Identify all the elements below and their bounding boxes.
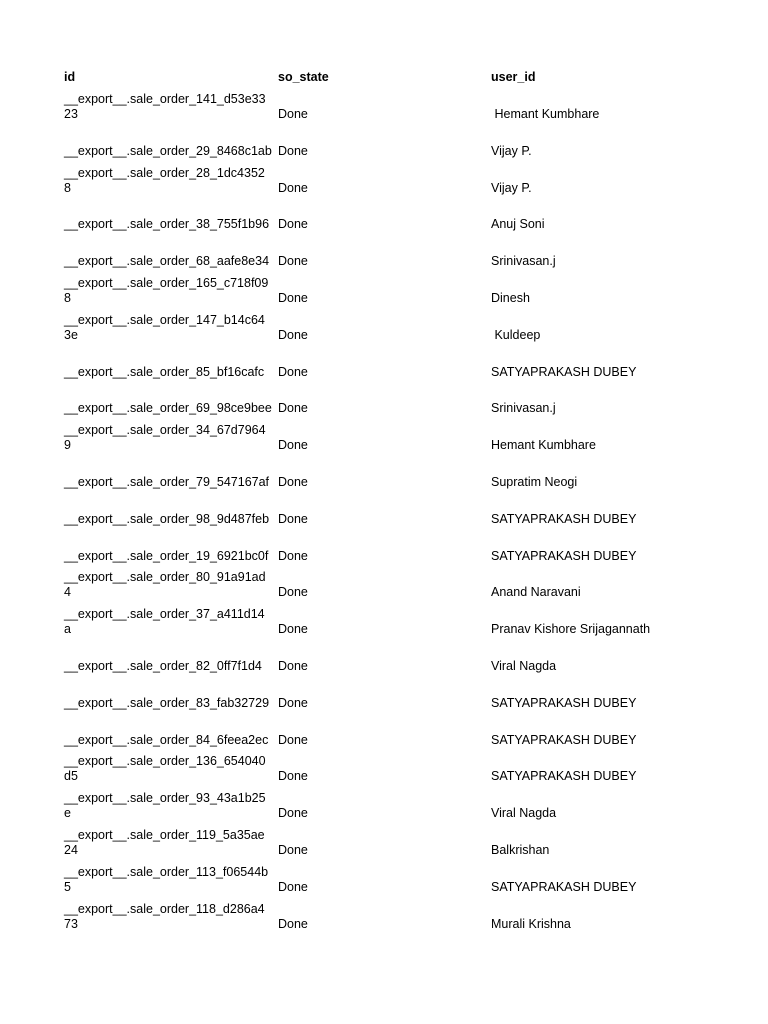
cell-id: __export__.sale_order_93_43a1b25 e [64,791,266,821]
cell-so-state: Done [278,843,308,857]
cell-so-state: Done [278,732,308,747]
cell-so-state: Done [278,291,308,305]
cell-user-id: SATYAPRAKASH DUBEY [491,695,637,710]
cell-user-id: Hemant Kumbhare [491,438,596,453]
table-row [0,821,768,858]
table-row [0,343,768,380]
cell-user-id: Anuj Soni [491,217,545,232]
table-row [0,600,768,637]
cell-id: __export__.sale_order_118_d286a4 73 [64,901,265,931]
cell-so-state: Done [278,107,308,121]
cell-id: __export__.sale_order_80_91a91ad 4 [64,570,266,600]
cell-user-id: Dinesh [491,291,530,305]
cell-so-state: Done [278,327,308,342]
cell-user-id: Srinivasan.j [491,254,556,269]
cell-id: __export__.sale_order_147_b14c64 3e [64,312,265,342]
cell-so-state: Done [278,401,308,416]
cell-so-state: Done [278,806,308,821]
table-row [0,563,768,600]
table-row [0,637,768,674]
cell-id: __export__.sale_order_34_67d7964 9 [64,423,266,453]
cell-user-id: Murali Krishna [491,916,571,931]
cell-so-state: Done [278,364,308,379]
table-row [0,306,768,343]
cell-id: __export__.sale_order_165_c718f09 8 [64,276,269,305]
cell-id: __export__.sale_order_83_fab32729 [64,695,270,710]
cell-user-id: Balkrishan [491,843,550,857]
cell-so-state: Done [278,548,308,563]
column-header-so-state: so_state [278,70,329,84]
cell-id: __export__.sale_order_113_f06544b 5 [64,864,269,894]
cell-so-state: Done [278,622,308,637]
cell-user-id: Srinivasan.j [491,401,556,416]
table-row [0,784,768,821]
cell-so-state: Done [278,879,308,894]
table-row [0,195,768,232]
table-row [0,674,768,711]
cell-user-id: Vijay P. [491,143,532,158]
cell-so-state: Done [278,916,308,931]
cell-so-state: Done [278,438,308,453]
table-row [0,122,768,159]
cell-user-id: Pranav Kishore Srijagannath [491,622,651,637]
column-header-id: id [64,70,76,84]
table-row [0,527,768,564]
cell-user-id: Vijay P. [491,180,532,195]
cell-id: __export__.sale_order_29_8468c1ab [64,143,272,158]
cell-id: __export__.sale_order_69_98ce9bee [64,401,272,416]
cell-so-state: Done [278,217,308,232]
cell-id: __export__.sale_order_19_6921bc0f [64,548,269,563]
cell-id: __export__.sale_order_82_0ff7f1d4 [64,659,262,673]
cell-so-state: Done [278,695,308,710]
table-row [0,232,768,269]
cell-id: __export__.sale_order_85_bf16cafc [64,364,265,379]
cell-id: __export__.sale_order_98_9d487feb [64,511,270,526]
table-row [0,416,768,453]
cell-so-state: Done [278,511,308,526]
table-row [0,85,768,122]
cell-so-state: Done [278,585,308,600]
cell-user-id: SATYAPRAKASH DUBEY [491,548,637,563]
cell-user-id: Supratim Neogi [491,475,578,489]
cell-id: __export__.sale_order_38_755f1b96 [64,217,270,232]
cell-user-id: Viral Nagda [491,659,557,673]
table-row [0,453,768,490]
cell-id: __export__.sale_order_79_547167af [64,475,270,489]
table-row [0,711,768,748]
column-header-user-id: user_id [491,70,536,84]
cell-user-id: SATYAPRAKASH DUBEY [491,511,637,526]
cell-id: __export__.sale_order_28_1dc4352 8 [64,165,265,195]
cell-so-state: Done [278,475,308,489]
cell-so-state: Done [278,180,308,195]
cell-id: __export__.sale_order_68_aafe8e34 [64,254,270,269]
cell-id: __export__.sale_order_119_5a35ae 24 [64,828,265,857]
table-row [0,858,768,895]
cell-id: __export__.sale_order_136_654040 d5 [64,754,266,784]
cell-id: __export__.sale_order_141_d53e33 23 [64,92,266,121]
table-row [0,895,768,932]
cell-so-state: Done [278,659,308,673]
cell-user-id: SATYAPRAKASH DUBEY [491,364,637,379]
cell-user-id: Viral Nagda [491,806,557,821]
cell-so-state: Done [278,143,308,158]
cell-id: __export__.sale_order_37_a411d14 a [64,607,265,637]
cell-user-id: SATYAPRAKASH DUBEY [491,732,637,747]
cell-so-state: Done [278,254,308,269]
cell-id: __export__.sale_order_84_6feea2ec [64,732,269,747]
cell-user-id: SATYAPRAKASH DUBEY [491,769,637,784]
cell-so-state: Done [278,769,308,784]
cell-user-id: Kuldeep [491,327,541,342]
table-row [0,159,768,196]
cell-user-id: Anand Naravani [491,585,581,600]
cell-user-id: Hemant Kumbhare [491,107,600,121]
table-row [0,379,768,416]
table-row [0,747,768,784]
cell-user-id: SATYAPRAKASH DUBEY [491,879,637,894]
table-row [0,269,768,306]
table-row [0,490,768,527]
